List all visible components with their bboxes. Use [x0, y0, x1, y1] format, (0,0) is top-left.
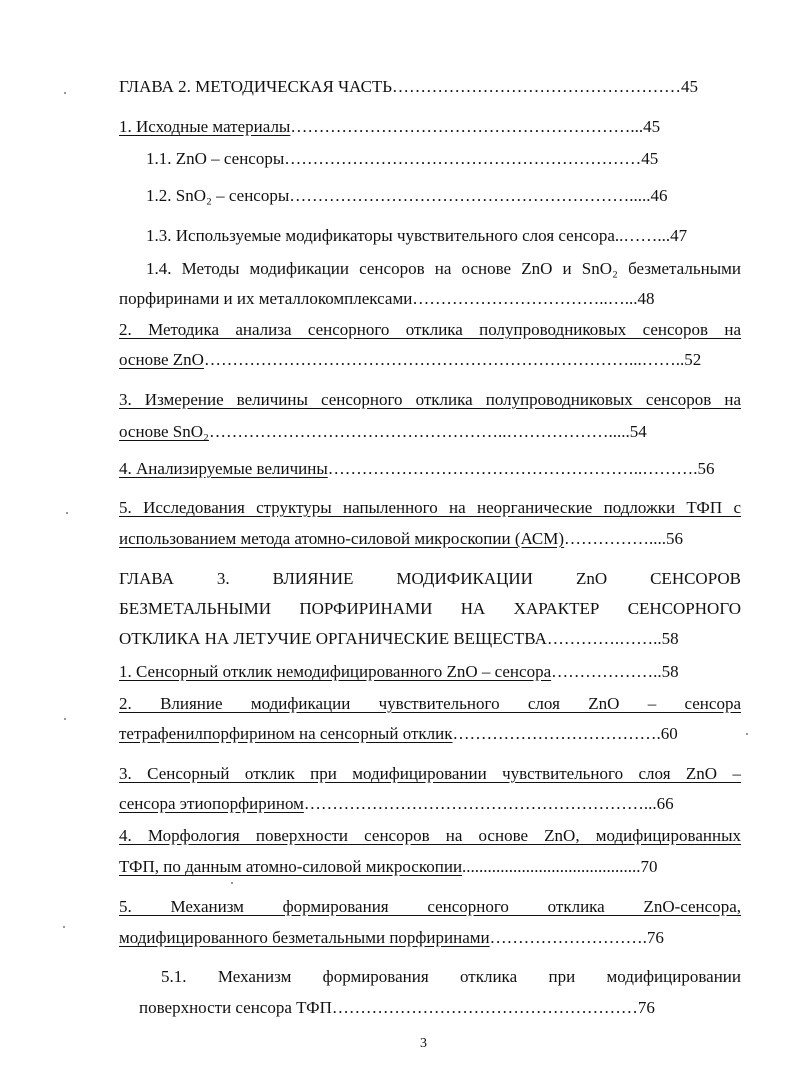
toc-entry-3-title-end: основе SnO₂ — [119, 422, 209, 441]
toc-entry-3-line2 — [119, 422, 647, 442]
toc-entry-1-page: ……………………………………………………...45 — [290, 117, 661, 136]
scan-speck — [64, 718, 66, 720]
toc-entry-2-line1: 2. Методика анализа сенсорного отклика полупроводниковых сенсоров на — [119, 320, 741, 339]
toc-entry-1-title: 1. Исходные материалы — [119, 117, 291, 136]
toc-c3-entry-2-line2 — [119, 724, 678, 744]
scan-speck — [64, 92, 66, 94]
toc-entry-2-page: …………………………………………………………………...……..52 — [203, 350, 702, 369]
toc-c3-entry-4-page: ..........................................70 — [462, 857, 658, 876]
toc-entry-4-page: ………………………………………………..……….56 — [327, 459, 715, 478]
toc-c3-entry-5-1-line1: 5.1. Механизм формирования отклика при модифицировании — [161, 967, 741, 986]
toc-c3-entry-4-title-end: ТФП, по данным атомно-силовой микроскопии — [119, 857, 463, 876]
toc-c3-entry-4-line1: 4. Морфология поверхности сенсоров на основе ZnO, модифицированных — [119, 826, 741, 845]
toc-c3-entry-5-title-end: модифицированного безметальными порфиринами — [119, 928, 490, 947]
toc-entry-1-4-line1: 1.4. Методы модификации сенсоров на основе ZnO и SnO₂ безметальными — [146, 259, 741, 278]
toc-chapter-3-line1: ГЛАВА 3. ВЛИЯНИЕ МОДИФИКАЦИИ ZnO СЕНСОРОВ — [119, 569, 741, 588]
toc-entry-5-page: ……………....56 — [564, 529, 684, 548]
toc-c3-entry-3-page: ……………………………………………………...66 — [303, 794, 674, 813]
toc-c3-entry-3-title-end: сенсора этиопорфирином — [119, 794, 304, 813]
scan-speck — [66, 512, 68, 514]
toc-chapter-3-line2: БЕЗМЕТАЛЬНЫМИ ПОРФИРИНАМИ НА ХАРАКТЕР СЕНСОРНОГО — [119, 599, 741, 618]
toc-entry-1-4-line2: порфиринами и их металлокомплексами……………………………..…...48 — [119, 289, 655, 308]
toc-c3-entry-3-line1: 3. Сенсорный отклик при модифицировании чувствительного слоя ZnO – — [119, 764, 741, 783]
toc-entry-5-line1: 5. Исследования структуры напыленного на неорганические подложки ТФП с — [119, 498, 741, 517]
scan-speck — [231, 882, 233, 884]
toc-c3-entry-5-line1: 5. Механизм формирования сенсорного отклика ZnO-сенсора, — [119, 897, 741, 916]
toc-c3-entry-2-line1: 2. Влияние модификации чувствительного слоя ZnO – сенсора — [119, 694, 741, 713]
toc-c3-entry-5-1-line2: поверхности сенсора ТФП………………………………………………76 — [139, 998, 655, 1017]
toc-entry-5-line2 — [119, 529, 683, 549]
toc-entry-2-title-end: основе ZnO — [119, 350, 204, 369]
toc-c3-entry-4-line2 — [119, 857, 658, 877]
toc-entry-1 — [119, 117, 660, 137]
toc-chapter-3-line3: ОТКЛИКА НА ЛЕТУЧИЕ ОРГАНИЧЕСКИЕ ВЕЩЕСТВА………….……..58 — [119, 629, 679, 648]
page-number: 3 — [420, 1036, 427, 1051]
toc-c3-entry-3-line2 — [119, 794, 674, 814]
toc-c3-entry-5-line2 — [119, 928, 664, 948]
toc-entry-4 — [119, 459, 715, 479]
toc-c3-entry-2-page: ……………………………….60 — [452, 724, 678, 743]
toc-entry-2-line2 — [119, 350, 701, 370]
toc-entry-1-1: 1.1. ZnO – сенсоры………………………………………………………45 — [146, 149, 659, 168]
toc-c3-entry-1 — [119, 662, 679, 682]
toc-c3-entry-1-title: 1. Сенсорный отклик немодифицированного ZnO – сенсора — [119, 662, 552, 681]
toc-chapter-2: ГЛАВА 2. МЕТОДИЧЕСКАЯ ЧАСТЬ……………………………………………45 — [119, 77, 699, 96]
toc-entry-5-title-end: использованием метода атомно-силовой микроскопии (АСМ) — [119, 529, 565, 548]
toc-entry-1-3: 1.3. Используемые модификаторы чувствительного слоя сенсора..……...47 — [146, 226, 688, 245]
toc-c3-entry-1-page: ………………..58 — [551, 662, 679, 681]
scan-speck — [746, 733, 748, 735]
toc-entry-1-2: 1.2. SnO₂ – сенсоры…………………………………………………….....46 — [146, 186, 668, 205]
scan-speck — [63, 926, 65, 928]
toc-c3-entry-5-page: ……………………….76 — [489, 928, 664, 947]
toc-entry-3-page: ……………………………………………..……………….....54 — [208, 422, 647, 441]
toc-c3-entry-2-title-end: тетрафенилпорфирином на сенсорный отклик — [119, 724, 453, 743]
toc-entry-3-line1: 3. Измерение величины сенсорного отклика полупроводниковых сенсоров на — [119, 390, 741, 409]
toc-entry-4-title: 4. Анализируемые величины — [119, 459, 328, 478]
